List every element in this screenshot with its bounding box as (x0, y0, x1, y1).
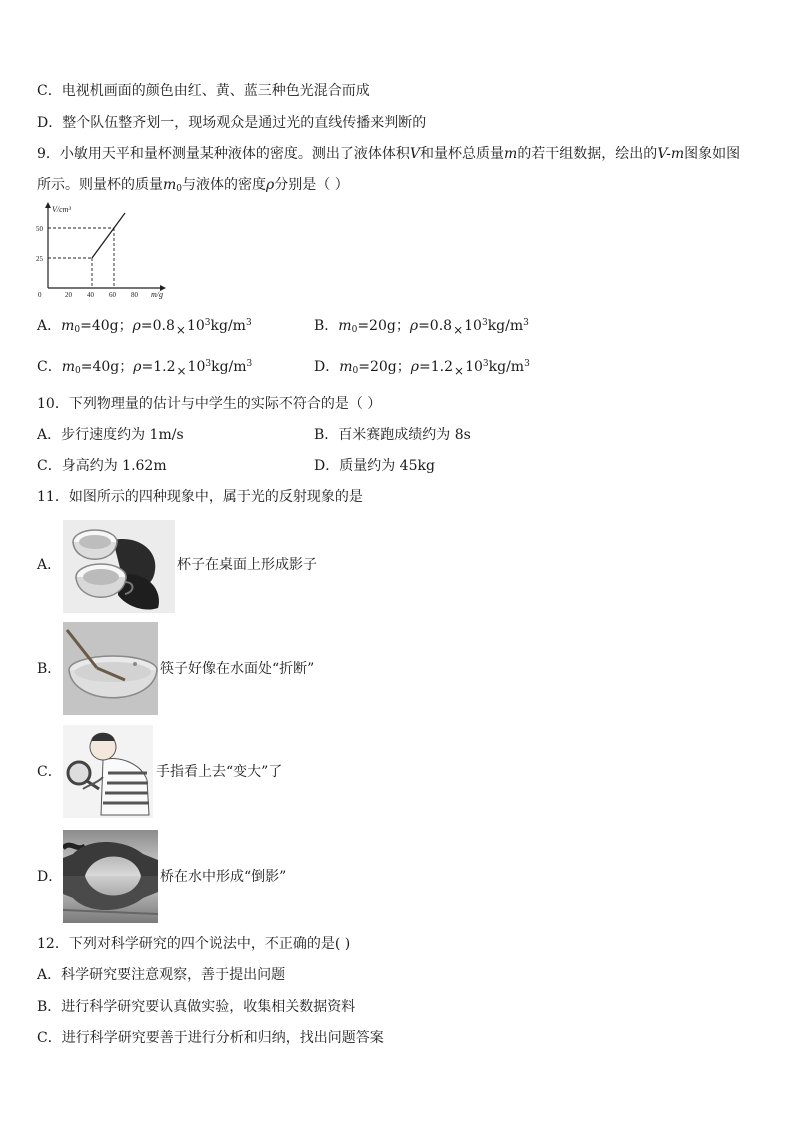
q9-d-times: × (454, 364, 465, 378)
q9-b-unitexp: 3 (523, 318, 529, 328)
option-8c: C．电视机画面的颜色由红、黄、蓝三种色光混合而成 (37, 83, 370, 99)
q9-option-c: C．$m_0=40g$；$\rho=1.2\times 10^3kg/m^3$ (37, 359, 253, 378)
x-tick-label: 80 (131, 291, 138, 299)
q9-text-f: 与液体的密度 (182, 177, 267, 193)
q9-var-m0-sub: 0 (176, 184, 183, 194)
q9-d-unitexp: 3 (524, 359, 530, 369)
option-8d: D．整个队伍整齐划一，现场观众是通过光的直线传播来判断的 (37, 115, 427, 131)
q9-var-rho: ρ (266, 177, 275, 193)
q9-b-m0: =20g； (357, 318, 410, 334)
q9-a-m0: =40g； (80, 318, 133, 334)
q11-label-a: A． (37, 557, 62, 573)
question-10-stem: 10．下列物理量的估计与中学生的实际不符合的是（ ） (37, 396, 382, 412)
q11-caption-c: 手指看上去“变大”了 (156, 764, 283, 780)
q9-c-prefix: C． (37, 359, 62, 375)
y-tick-label: 25 (36, 255, 43, 263)
magnifier-boy-image (63, 725, 153, 818)
q12-option-a: A．科学研究要注意观察，善于提出问题 (37, 967, 286, 983)
data-line (92, 213, 125, 258)
q9-var-v: V (409, 146, 421, 162)
q9-text-b: 和量杯总质量 (420, 146, 505, 162)
q10-option-a: A．步行速度约为 1m/s (37, 427, 184, 443)
q9-c-unitexp: 3 (246, 359, 253, 369)
q9-c-rho: =1.2 (141, 359, 176, 375)
q9-text-d: 图象如图 (684, 146, 741, 162)
bridge-reflection-image (63, 830, 158, 923)
q11-caption-d: 桥在水中形成“倒影” (160, 869, 287, 885)
q10-option-d: D．质量约为 45kg (314, 458, 435, 474)
q9-text-c: 的若干组数据，绘出的 (517, 146, 658, 162)
chopstick-bowl-image (63, 622, 158, 715)
y-tick-label: 50 (36, 225, 43, 233)
q9-var-m0: m (163, 177, 177, 193)
q9-c-exp: 3 (205, 359, 212, 369)
q9-d-rho: =1.2 (419, 359, 453, 375)
q9-a-exp: 3 (204, 318, 211, 328)
y-axis-arrow (45, 202, 51, 208)
q9-a-ten: 10 (186, 318, 205, 334)
q10-option-b: B．百米赛跑成绩约为 8s (314, 427, 471, 443)
q9-var-vm: V-m (657, 146, 685, 162)
q11-label-b: B． (37, 661, 62, 677)
q11-label-c: C． (37, 764, 62, 780)
x-axis-label: m/g (151, 290, 163, 299)
q11-label-d: D． (37, 869, 63, 885)
q9-a-times: × (175, 323, 186, 337)
q9-c-unit: kg/m (211, 359, 247, 375)
q10-option-c: C．身高约为 1.62m (37, 458, 167, 474)
y-axis-label: V/cm³ (52, 205, 71, 214)
q9-option-a: A．$m_0=40g$；$\rho=0.8\times 10^3kg/m^3$ (37, 318, 252, 337)
q9-d-ten: 10 (465, 359, 483, 375)
q9-c-ten: 10 (187, 359, 206, 375)
q11-caption-b: 筷子好像在水面处“折断” (160, 661, 315, 677)
x-tick-label: 20 (65, 291, 72, 299)
question-9-stem (37, 144, 740, 164)
q9-b-rho: =0.8 (418, 318, 453, 334)
q9-d-unit: kg/m (488, 359, 525, 375)
q9-b-times: × (453, 323, 464, 337)
q9-d-exp: 3 (482, 359, 489, 369)
q9-option-d: D．$m_0=20g$；$\rho=1.2\times 10^3kg/m^3$ (314, 359, 530, 378)
q9-b-ten: 10 (464, 318, 482, 334)
q9-c-times: × (176, 364, 187, 378)
q9-b-exp: 3 (481, 318, 488, 328)
q9-b-prefix: B． (314, 318, 339, 334)
q9-text-e: 所示。则量杯的质量 (37, 177, 163, 193)
q9-option-b: B．$m_0=20g$；$\rho=0.8\times 10^3kg/m^3$ (314, 318, 529, 337)
q9-c-m0: =40g； (80, 359, 134, 375)
q9-a-unit: kg/m (210, 318, 246, 334)
q9-a-rho: =0.8 (140, 318, 175, 334)
v-m-graph (30, 200, 170, 302)
q9-d-prefix: D． (314, 359, 340, 375)
q9-b-unit: kg/m (487, 318, 524, 334)
q12-option-c: C．进行科学研究要善于进行分析和归纳，找出问题答案 (37, 1030, 384, 1046)
q11-caption-a: 杯子在桌面上形成影子 (177, 557, 317, 573)
cups-shadow-image (63, 520, 175, 613)
q9-text-a: 9．小敏用天平和量杯测量某种液体的密度。测出了液体体积 (37, 146, 410, 162)
question-11-stem: 11．如图所示的四种现象中，属于光的反射现象的是 (37, 489, 363, 505)
q12-option-b: B．进行科学研究要认真做实验，收集相关数据资料 (37, 999, 356, 1015)
x-tick-label: 0 (38, 291, 42, 299)
question-9-stem-line2 (37, 175, 349, 199)
q9-a-prefix: A． (37, 318, 62, 334)
q9-var-m: m (504, 146, 518, 162)
q9-d-m0: =20g； (358, 359, 411, 375)
x-tick-label: 60 (109, 291, 116, 299)
question-12-stem: 12．下列对科学研究的四个说法中，不正确的是( ) (37, 936, 351, 952)
x-tick-label: 40 (87, 291, 94, 299)
q9-text-g: 分别是（ ） (274, 177, 349, 193)
q9-a-unitexp: 3 (245, 318, 252, 328)
